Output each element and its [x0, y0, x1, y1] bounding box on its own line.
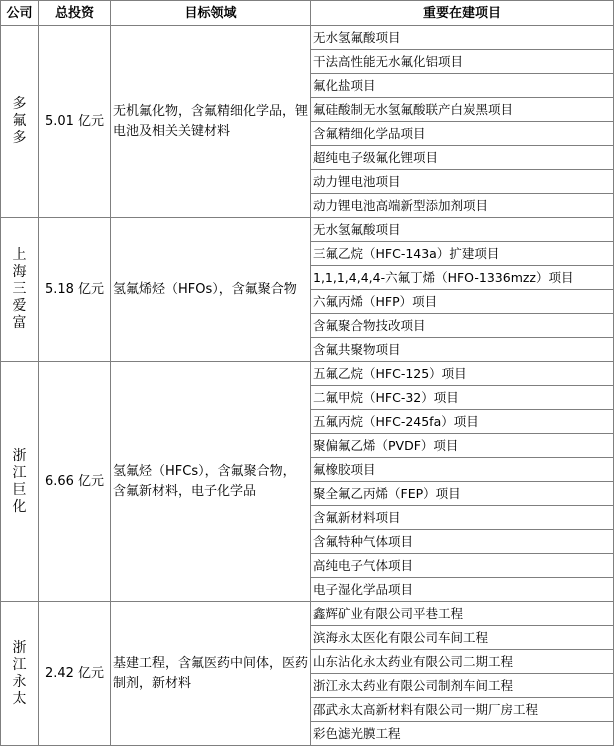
project-cell: 五氟乙烷（HFC-125）项目 — [311, 362, 614, 386]
project-cell: 六氟丙烯（HFP）项目 — [311, 290, 614, 314]
project-cell: 氟橡胶项目 — [311, 458, 614, 482]
company-char: 三 — [12, 281, 27, 297]
company-char: 富 — [12, 315, 27, 331]
company-char: 海 — [12, 264, 27, 280]
company-cell — [1, 26, 39, 218]
project-cell: 1,1,1,4,4,4-六氟丁烯（HFO-1336mzz）项目 — [311, 266, 614, 290]
project-cell: 超纯电子级氟化锂项目 — [311, 146, 614, 170]
project-cell: 动力锂电池高端新型添加剂项目 — [311, 194, 614, 218]
project-cell: 含氟特种气体项目 — [311, 530, 614, 554]
header-field: 目标领域 — [111, 1, 311, 26]
project-cell: 氟化盐项目 — [311, 74, 614, 98]
project-cell: 动力锂电池项目 — [311, 170, 614, 194]
field-cell: 氢氟烃（HFCs），含氟聚合物，含氟新材料，电子化学品 — [111, 362, 311, 602]
investment-cell: 6.66 亿元 — [39, 362, 111, 602]
investment-cell: 5.01 亿元 — [39, 26, 111, 218]
company-char: 化 — [12, 498, 27, 515]
company-char: 江 — [12, 656, 27, 673]
company-char: 上 — [12, 247, 27, 263]
header-company: 公司 — [1, 1, 39, 26]
company-char: 多 — [12, 130, 27, 146]
project-cell: 高纯电子气体项目 — [311, 554, 614, 578]
table-row — [1, 362, 614, 386]
company-cell — [1, 362, 39, 602]
project-cell: 电子湿化学品项目 — [311, 578, 614, 602]
field-cell: 基建工程，含氟医药中间体，医药制剂，新材料 — [111, 602, 311, 746]
project-cell: 五氟丙烷（HFC-245fa）项目 — [311, 410, 614, 434]
company-cell — [1, 602, 39, 746]
project-cell: 山东沾化永太药业有限公司二期工程 — [311, 650, 614, 674]
company-char: 浙 — [12, 447, 27, 464]
company-char: 江 — [12, 464, 27, 481]
project-cell: 氟硅酸制无水氢氟酸联产白炭黑项目 — [311, 98, 614, 122]
company-char: 浙 — [12, 639, 27, 656]
project-cell: 浙江永太药业有限公司制剂车间工程 — [311, 674, 614, 698]
header-row — [1, 1, 614, 26]
table-row — [1, 26, 614, 50]
header-investment: 总投资 — [39, 1, 111, 26]
project-cell: 含氟精细化学品项目 — [311, 122, 614, 146]
project-cell: 含氟新材料项目 — [311, 506, 614, 530]
project-cell: 聚全氟乙丙烯（FEP）项目 — [311, 482, 614, 506]
project-cell: 邵武永太高新材料有限公司一期厂房工程 — [311, 698, 614, 722]
project-cell: 三氟乙烷（HFC-143a）扩建项目 — [311, 242, 614, 266]
project-cell: 含氟聚合物技改项目 — [311, 314, 614, 338]
company-char: 太 — [12, 690, 27, 707]
project-cell: 滨海永太医化有限公司车间工程 — [311, 626, 614, 650]
field-cell: 氢氟烯烃（HFOs），含氟聚合物 — [111, 218, 311, 362]
table-body — [1, 26, 614, 746]
company-char: 氟 — [12, 113, 27, 129]
field-cell: 无机氟化物，含氟精细化学品，锂电池及相关关键材料 — [111, 26, 311, 218]
project-cell: 含氟共聚物项目 — [311, 338, 614, 362]
project-cell: 聚偏氟乙烯（PVDF）项目 — [311, 434, 614, 458]
company-char: 爱 — [12, 298, 27, 314]
project-cell: 鑫辉矿业有限公司平巷工程 — [311, 602, 614, 626]
table-row — [1, 602, 614, 626]
project-cell: 彩色滤光膜工程 — [311, 722, 614, 746]
project-cell: 无水氢氟酸项目 — [311, 218, 614, 242]
project-cell: 二氟甲烷（HFC-32）项目 — [311, 386, 614, 410]
company-char: 多 — [12, 96, 27, 112]
investment-cell: 5.18 亿元 — [39, 218, 111, 362]
company-cell — [1, 218, 39, 362]
investment-cell: 2.42 亿元 — [39, 602, 111, 746]
header-projects: 重要在建项目 — [311, 1, 614, 26]
table-row — [1, 218, 614, 242]
project-cell: 干法高性能无水氟化铝项目 — [311, 50, 614, 74]
company-char: 永 — [12, 673, 27, 690]
company-char: 巨 — [12, 481, 27, 498]
project-cell: 无水氢氟酸项目 — [311, 26, 614, 50]
